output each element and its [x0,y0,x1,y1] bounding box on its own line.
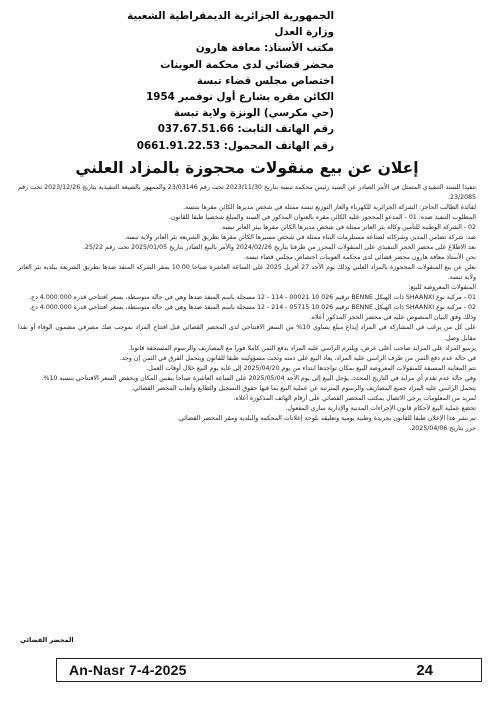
notice-paragraph: يتحمل الراسي عليه المزاد جميع المصاريف والرسوم المترتبة عن عملية البيع بما فيها حقوق التسجيل والطابع وأتعاب المحضر القضائي. [131,384,476,392]
notice-paragraph: لفائدة الطالب الحاجز: الشركة الجزائرية للكهرباء والغاز التوزيع تبسة ممثلة في شخص مديرها الكائن مقرها بتبسة. [183,203,476,211]
header-line: مكتب الأستاذ: معافة هارون [195,42,334,55]
notice-paragraph: المطلوب التنفيذ ضده: 01 - المدعو المحجوز عليه الكائن مقره بالعنوان المذكور في السند والمبلغ شخصيا طبقا للقانون. [169,213,476,221]
notice-paragraph: وفي حالة عدم تقدم أي مزايد في التاريخ المحدد، يؤجل البيع إلى يوم الأحد 2025/05/04 على الساعة العاشرة صباحا بنفس المكان ويخفض السعر الافتتاحي بنسبة 10%. [41,374,476,382]
header-line: محضر قضائي لدى محكمة العوينات [160,58,334,71]
notice-page [18,6,476,648]
notice-paragraph: نحن الأستاذ معافة هارون محضر قضائي لدى محكمة العوينات اختصاص مجلس قضاء تبسة. [243,254,476,262]
signature-label: المحضر القضائي [20,636,74,644]
notice-paragraph: في حالة عدم دفع الثمن من طرف الراسي عليه المزاد، يعاد البيع على ذمته وتحت مسؤوليته طبقا للقانون ويتحمل الفرق في الثمن إن وجد. [119,354,476,362]
header-line: الكائن مقره بشارع أول نوفمبر 1954 [146,91,334,104]
notice-paragraph: 02 - مركبة نوع SHAANXI ذات الهيكل BENNE ترقيم 026 10 05715 - 214 - 12 مسجلة باسم المنفذ ضدها وهي في حالة متوسطة، بسعر افتتاحي قدره 4.000.000 دج. [29,304,476,312]
notice-paragraph: يرسو المزاد على المزايد صاحب أعلى عرض، ويلتزم الراسي عليه المزاد بدفع الثمن كاملا فورا مع المصاريف والرسوم المستحقة قانونا. [128,344,476,352]
notice-paragraph: حرر بتاريخ 2025/04/06. [409,424,476,432]
notice-paragraph: تخضع عملية البيع لأحكام قانون الإجراءات المدنية والإدارية ساري المفعول. [285,404,476,412]
notice-paragraph: تتم المعاينة المسبقة للمنقولات المعروضة للبيع بمكان تواجدها ابتداء من يوم 2025/04/20 إلى غاية يوم البيع خلال أوقات العمل. [146,364,476,372]
notice-title: إعلان عن بيع منقولات محجوزة بالمزاد العلني [75,158,419,177]
header-line: رقم الهاتف المحمول: 0661.91.22.53 [136,139,334,152]
notice-paragraph: وذلك وفق البيان المنصوص عليه في محضر الحجز المذكور أعلاه. [309,314,476,322]
header-line: وزارة العدل [274,26,334,39]
header-line: (حي مكرسي) الونزة ولاية تبسة [173,107,334,120]
notice-paragraph: 02 - الشركة الوطنية للتأمين وكالة بئر العاتر ممثلة في شخص مديرها الكائن مقرها ببئر العاتر تبسة. [220,224,476,232]
notice-paragraph: 01 - مركبة نوع SHAANXI ذات الهيكل BENNE ترقيم 026 10 00021 - 114 - 12 مسجلة باسم المنفذ ضدها وهي في حالة متوسطة، بسعر افتتاحي قدره 4.000.000 دج. [29,294,476,302]
notice-paragraph: تم نشر هذا الإعلان طبقا للقانون بجريدة وطنية يومية وتعليقه بلوحة إعلانات المحكمة والبلدية ومقر المحضر القضائي. [177,414,476,422]
notice-paragraph: ضد: شركة تضامن المدين وشركائه لصناعة مستلزمات البناء ممثلة في شخص مسيرها الكائن مقرها بطريق الشريعة بئر العاتر ولاية تبسة. [124,234,476,242]
header-line: رقم الهاتف الثابت: 037.67.51.66 [157,123,334,136]
publication-date: An-Nasr 7-4-2025 [69,662,187,678]
bailiff-header [18,6,476,154]
newspaper-footer [56,658,482,682]
notice-paragraph: المنقولات المعروضة للبيع: [408,284,476,292]
notice-paragraph: على كل من يرغب في المشاركة في المزاد إيداع مبلغ يساوي 10% من السعر الافتتاحي لدى المحضر القضائي قبل افتتاح المزاد بموجب صك مصرفي مضمون الوفاء أو نقدا مقابل وصل. [18,324,477,342]
header-line: الجمهورية الجزائرية الديمقراطية الشعبية [127,10,334,22]
page-number: 24 [416,661,433,679]
notice-paragraph: تنفيذا للسند التنفيذي المتمثل في الأمر الصادر عن السيد رئيس محكمة تبسة بتاريخ 2023/11/30 تحت رقم 23/03146 والممهور بالصيغة التنفيذية بتاريخ 2023/12/26 تحت رقم 23/2085. [18,183,476,201]
header-line: اختصاص مجلس قضاء تبسة [196,74,334,87]
notice-paragraph: نعلن عن بيع المنقولات المحجوزة بالمزاد العلني وذلك يوم الأحد 27 أفريل 2025 على الساعة العاشرة صباحا 10:00 بمقر الشركة المنفذ ضدها بطريق الشريعة ببلدية بئر العاتر ولاية تبسة. [18,264,477,282]
notice-body [18,183,476,434]
notice-paragraph: بعد الاطلاع على محضر الحجز التنفيذي على المنقولات المحرر من طرفنا بتاريخ 2024/02/26 والأمر بالبيع الصادر بتاريخ 2025/01/05 تحت رقم 25/22. [83,244,476,252]
notice-paragraph: لمزيد من المعلومات يرجى الاتصال بمكتب المحضر القضائي على أرقام الهاتف المذكورة أعلاه. [233,394,476,402]
